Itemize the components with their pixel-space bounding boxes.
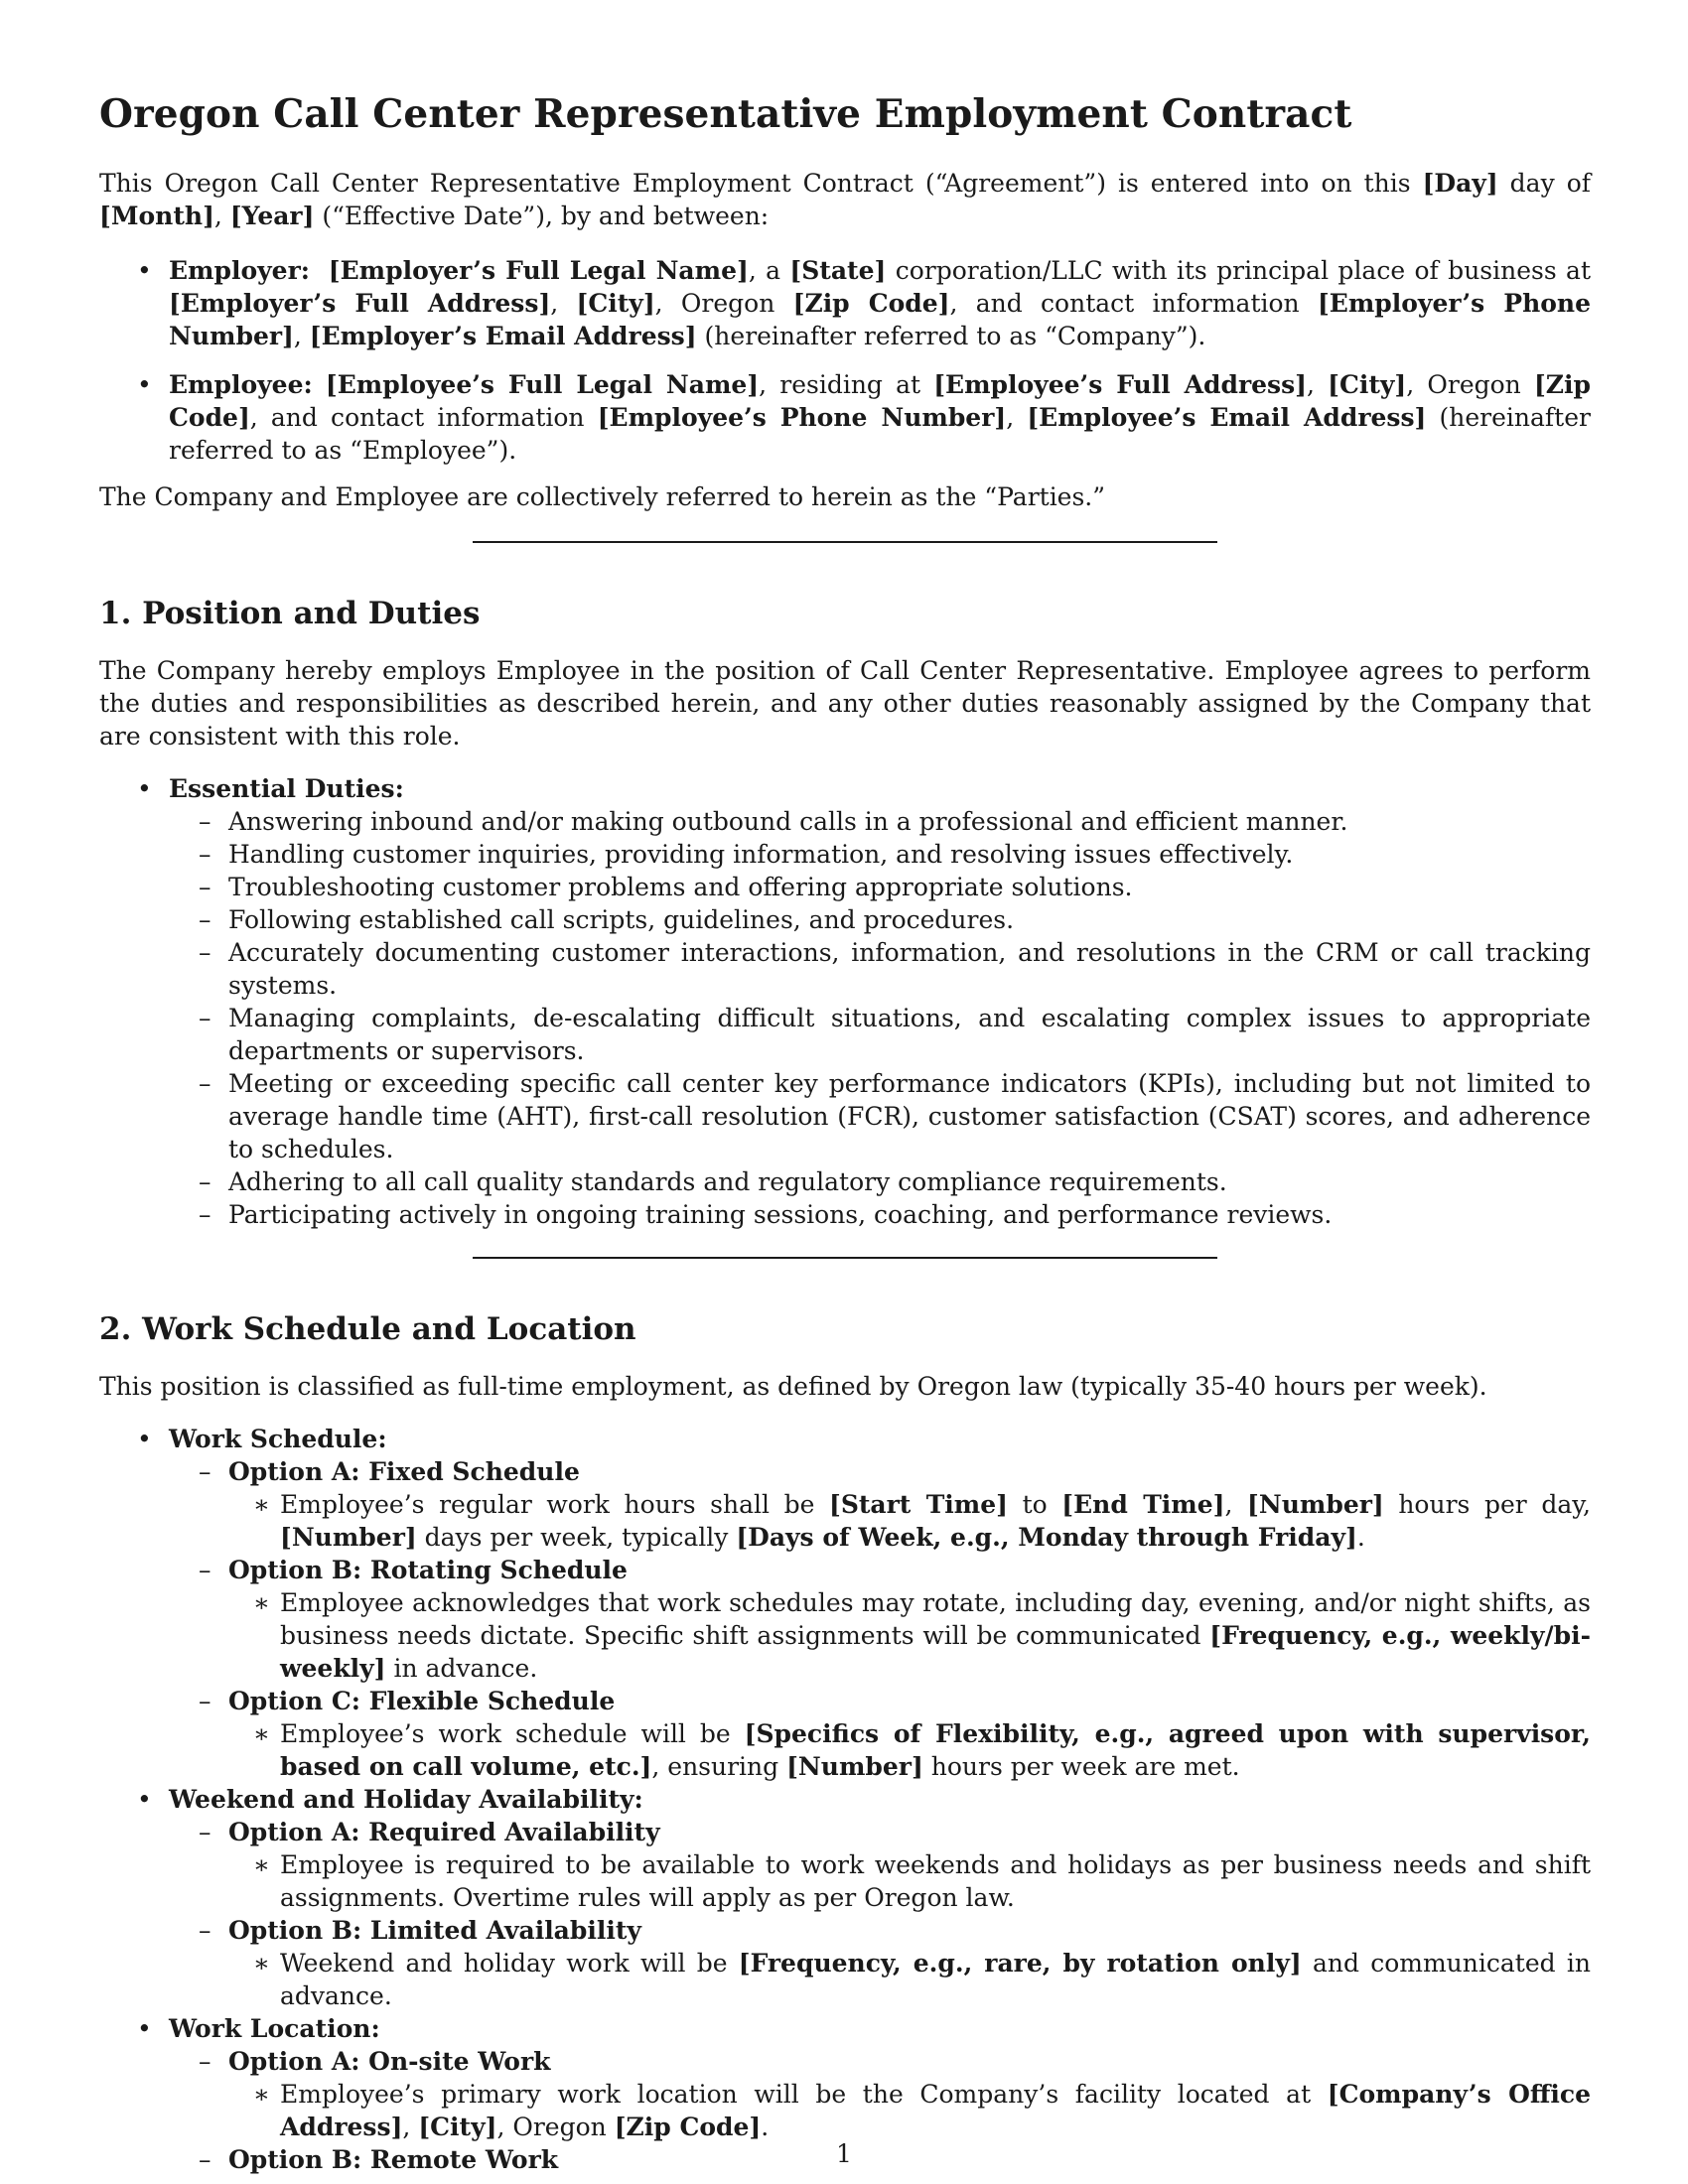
option-flexible-detail	[228, 1717, 1591, 1783]
year-placeholder: [Year]	[229, 202, 315, 230]
onsite-text: ∗ Employee’s primary work location will be the Company’s facility located at [Company’s Office Address], [City], Oregon [Zip Code].	[228, 2078, 1591, 2143]
duty-item: – Adhering to all call quality standards and regulatory compliance requirements.	[169, 1165, 1591, 1198]
duty-item: – Managing complaints, de-escalating difficult situations, and escalating complex issues to appropriate departments or supervisors.	[169, 1002, 1591, 1067]
employee-item: • Employee: [Employee’s Full Legal Name], residing at [Employee’s Full Address], [City], Oregon [Zip Code], and contact information [Employee’s Phone Number], [Employee’s Email Address] (hereinafter referred to as “Employee”).	[99, 368, 1591, 467]
document-page	[99, 83, 1591, 2176]
section-2-heading: 2. Work Schedule and Location	[99, 1311, 636, 1347]
option-required: – Option A: Required Availability ∗ Employee is required to be available to work weekends and holidays as per business needs and shift assignments. Overtime rules will apply as per Oregon law.	[169, 1816, 1591, 1914]
option-fixed-detail	[228, 1488, 1591, 1554]
section-1-body: The Company hereby employs Employee in the position of Call Center Representative. Employee agrees to perform the duties and responsibilities as described herein, and any other duties reasonably assigned by the Company that are consistent with this role.	[99, 656, 1591, 751]
essential-duties-item: • Essential Duties: – Answering inbound and/or making outbound calls in a professional and efficient manner. – Handling customer inquiries, providing information, and resolving issues effectively. – Troubleshooting customer problems and offering appropriate solutions. – Following established call scripts, guidelines, and procedures. – Accurately documenting customer interactions, information, and resolutions in the CRM or call tracking systems. – Managing complaints, de-escalating difficult situations, and escalating complex issues to appropriate departments or supervisors. – Meeting or exceeding specific call center key performance indicators (KPIs), including but not limited to average handle time (AHT), first-call resolution (FCR), customer satisfaction (CSAT) scores, and adherence to schedules. – Adhering to all call quality standards and regulatory compliance requirements. – Participating actively in ongoing training sessions, coaching, and performance reviews.	[99, 772, 1591, 1231]
intro-paragraph: This Oregon Call Center Representative Employment Contract (“Agreement”) is entered into on this [Day] day of [Month], [Year] (“Effective Date”), by and between:	[99, 169, 1591, 230]
weekend-availability-item: • Weekend and Holiday Availability: – Option A: Required Availability ∗ Employee is required to be available to work weekends and holidays as per business needs and shift assignments. Overtime rules will apply as per Oregon law. – Option B: Limited Availability ∗ Weekend and holiday work will be [Frequency, e.g., rare, by rotation only] and communicated in advance.	[99, 1783, 1591, 2012]
duty-item: – Troubleshooting customer problems and offering appropriate solutions.	[169, 871, 1591, 903]
schedule-options	[169, 1455, 1591, 1783]
duty-item: – Handling customer inquiries, providing information, and resolving issues effectively.	[169, 838, 1591, 871]
option-limited: – Option B: Limited Availability ∗ Weekend and holiday work will be [Frequency, e.g., rare, by rotation only] and communicated in advance.	[169, 1914, 1591, 2012]
duties-list	[99, 772, 1591, 1231]
duty-item: – Answering inbound and/or making outbound calls in a professional and efficient manner.	[169, 805, 1591, 838]
option-fixed: – Option A: Fixed Schedule ∗ Employee’s regular work hours shall be [Start Time] to [End Time], [Number] hours per day, [Number] days per week, typically [Days of Week, e.g., Monday through Friday].	[169, 1455, 1591, 1554]
duty-item: – Participating actively in ongoing training sessions, coaching, and performance reviews.	[169, 1198, 1591, 1231]
option-rotating: – Option B: Rotating Schedule ∗ Employee acknowledges that work schedules may rotate, including day, evening, and/or night shifts, as business needs dictate. Specific shift assignments will be communicated [Frequency, e.g., weekly/bi-weekly] in advance.	[169, 1554, 1591, 1685]
option-flexible: – Option C: Flexible Schedule ∗ Employee’s work schedule will be [Specifics of Flexibility, e.g., agreed upon with supervisor, based on call volume, etc.], ensuring [Number] hours per week are met.	[169, 1685, 1591, 1783]
duties-sublist	[169, 805, 1591, 1231]
parties-list	[99, 254, 1591, 467]
flexible-schedule-text: ∗ Employee’s work schedule will be [Specifics of Flexibility, e.g., agreed upon with supervisor, based on call volume, etc.], ensuring [Number] hours per week are met.	[228, 1717, 1591, 1783]
page-number: 1	[836, 2139, 852, 2168]
duty-item: – Accurately documenting customer interactions, information, and resolutions in the CRM or call tracking systems.	[169, 936, 1591, 1002]
fixed-schedule-text: ∗ Employee’s regular work hours shall be [Start Time] to [End Time], [Number] hours per day, [Number] days per week, typically [Days of Week, e.g., Monday through Friday].	[228, 1488, 1591, 1554]
work-schedule-item: • Work Schedule: – Option A: Fixed Schedule ∗ Employee’s regular work hours shall be [Start Time] to [End Time], [Number] hours per day, [Number] days per week, typically [Days of Week, e.g., Monday through Friday]. – Option B: Rotating Schedule ∗ Employee acknowledges that work schedules may rotate, including day, evening, and/or night shifts, as business needs dictate. Specific shift assignments will be communicated [Frequency, e.g., weekly/bi-weekly] in advance. – Option C: Flexible Schedule ∗ Employee’s work schedule will be [Specifics of Flexibility, e.g., agreed upon with supervisor, based on call volume, etc.], ensuring [Number] hours per week are met.	[99, 1423, 1591, 1783]
section-divider	[473, 541, 1217, 543]
document-title: Oregon Call Center Representative Employment Contract	[99, 91, 1352, 137]
parties-definition: The Company and Employee are collectively referred to herein as the “Parties.”	[99, 482, 1106, 511]
weekend-options	[169, 1816, 1591, 2012]
section-1-heading: 1. Position and Duties	[99, 596, 481, 631]
work-location-item: • Work Location: – Option A: On-site Work ∗ Employee’s primary work location will be the Company’s facility located at [Company’s Office Address], [City], Oregon [Zip Code]. – Option B: Remote Work	[99, 2012, 1591, 2176]
option-rotating-detail	[228, 1586, 1591, 1685]
employer-item: • Employer: [Employer’s Full Legal Name], a [State] corporation/LLC with its principal place of business at [Employer’s Full Address], [City], Oregon [Zip Code], and contact information [Employer’s Phone Number], [Employer’s Email Address] (hereinafter referred to as “Company”).	[99, 254, 1591, 352]
option-remote: – Option B: Remote Work	[169, 2143, 1591, 2176]
limited-availability-text: ∗ Weekend and holiday work will be [Frequency, e.g., rare, by rotation only] and communicated in advance.	[228, 1947, 1591, 2012]
day-placeholder: [Day]	[1422, 169, 1498, 198]
month-placeholder: [Month]	[99, 202, 214, 230]
duty-item: – Following established call scripts, guidelines, and procedures.	[169, 903, 1591, 936]
rotating-schedule-text: ∗ Employee acknowledges that work schedules may rotate, including day, evening, and/or night shifts, as business needs dictate. Specific shift assignments will be communicated [Frequency, e.g., weekly/bi-weekly] in advance.	[228, 1586, 1591, 1685]
option-onsite-detail	[228, 2078, 1591, 2143]
option-required-detail	[228, 1848, 1591, 1914]
schedule-list	[99, 1423, 1591, 2176]
required-availability-text: ∗ Employee is required to be available to work weekends and holidays as per business needs and shift assignments. Overtime rules will apply as per Oregon law.	[228, 1848, 1591, 1914]
section-2-body: This position is classified as full-time employment, as defined by Oregon law (typically 35-40 hours per week).	[99, 1372, 1487, 1401]
option-limited-detail	[228, 1947, 1591, 2012]
option-onsite: – Option A: On-site Work ∗ Employee’s primary work location will be the Company’s facility located at [Company’s Office Address], [City], Oregon [Zip Code].	[169, 2045, 1591, 2143]
duty-item: – Meeting or exceeding specific call center key performance indicators (KPIs), including but not limited to average handle time (AHT), first-call resolution (FCR), customer satisfaction (CSAT) scores, and adherence to schedules.	[169, 1067, 1591, 1165]
section-divider	[473, 1257, 1217, 1259]
